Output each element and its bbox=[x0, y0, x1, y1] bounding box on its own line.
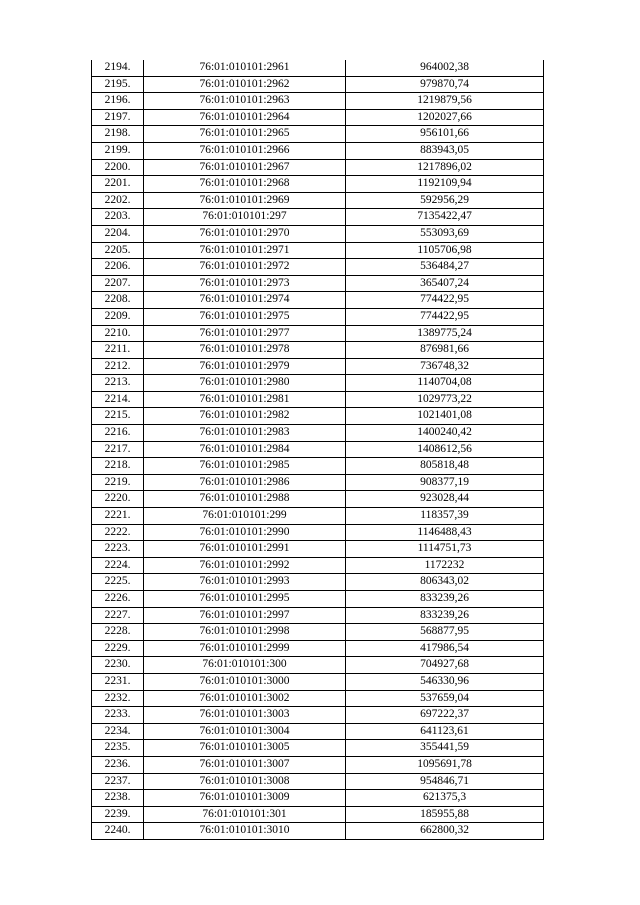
row-number-cell: 2210. bbox=[92, 325, 144, 342]
cadastral-number-cell: 76:01:010101:300 bbox=[144, 657, 346, 674]
table-row bbox=[92, 790, 544, 807]
table-row bbox=[92, 756, 544, 773]
row-number-cell: 2229. bbox=[92, 640, 144, 657]
document-page bbox=[91, 60, 543, 840]
table-row bbox=[92, 591, 544, 608]
table-row bbox=[92, 109, 544, 126]
cadastral-number-cell: 76:01:010101:2991 bbox=[144, 541, 346, 558]
cadastral-number-cell: 76:01:010101:2973 bbox=[144, 275, 346, 292]
cadastral-value-cell: 833239,26 bbox=[346, 607, 544, 624]
cadastral-number-cell: 76:01:010101:2978 bbox=[144, 342, 346, 359]
row-number-cell: 2223. bbox=[92, 541, 144, 558]
cadastral-number-cell: 76:01:010101:2986 bbox=[144, 474, 346, 491]
cadastral-value-cell: 1105706,98 bbox=[346, 242, 544, 259]
table-row bbox=[92, 176, 544, 193]
cadastral-value-cell: 1217896,02 bbox=[346, 159, 544, 176]
row-number-cell: 2194. bbox=[92, 60, 144, 76]
table-row bbox=[92, 308, 544, 325]
row-number-cell: 2228. bbox=[92, 624, 144, 641]
table-row bbox=[92, 358, 544, 375]
cadastral-value-cell: 1140704,08 bbox=[346, 375, 544, 392]
row-number-cell: 2230. bbox=[92, 657, 144, 674]
table-row bbox=[92, 292, 544, 309]
cadastral-value-cell: 805818,48 bbox=[346, 458, 544, 475]
table-row bbox=[92, 441, 544, 458]
table-row bbox=[92, 624, 544, 641]
row-number-cell: 2211. bbox=[92, 342, 144, 359]
row-number-cell: 2195. bbox=[92, 76, 144, 93]
row-number-cell: 2216. bbox=[92, 425, 144, 442]
cadastral-number-cell: 76:01:010101:2961 bbox=[144, 60, 346, 76]
cadastral-value-cell: 1219879,56 bbox=[346, 93, 544, 110]
table-row bbox=[92, 192, 544, 209]
cadastral-value-cell: 736748,32 bbox=[346, 358, 544, 375]
row-number-cell: 2215. bbox=[92, 408, 144, 425]
cadastral-number-cell: 76:01:010101:2995 bbox=[144, 591, 346, 608]
table-row bbox=[92, 740, 544, 757]
cadastral-number-cell: 76:01:010101:3005 bbox=[144, 740, 346, 757]
row-number-cell: 2231. bbox=[92, 673, 144, 690]
cadastral-value-cell: 954846,71 bbox=[346, 773, 544, 790]
row-number-cell: 2202. bbox=[92, 192, 144, 209]
cadastral-value-cell: 1202027,66 bbox=[346, 109, 544, 126]
row-number-cell: 2233. bbox=[92, 707, 144, 724]
cadastral-value-cell: 923028,44 bbox=[346, 491, 544, 508]
cadastral-value-cell: 1389775,24 bbox=[346, 325, 544, 342]
table-row bbox=[92, 342, 544, 359]
row-number-cell: 2203. bbox=[92, 209, 144, 226]
cadastral-value-cell: 697222,37 bbox=[346, 707, 544, 724]
cadastral-number-cell: 76:01:010101:3004 bbox=[144, 723, 346, 740]
cadastral-number-cell: 76:01:010101:2968 bbox=[144, 176, 346, 193]
table-row bbox=[92, 574, 544, 591]
table-row bbox=[92, 640, 544, 657]
row-number-cell: 2238. bbox=[92, 790, 144, 807]
cadastral-number-cell: 76:01:010101:2963 bbox=[144, 93, 346, 110]
cadastral-number-cell: 76:01:010101:3000 bbox=[144, 673, 346, 690]
table-row bbox=[92, 673, 544, 690]
cadastral-number-cell: 76:01:010101:2972 bbox=[144, 259, 346, 276]
table-row bbox=[92, 325, 544, 342]
table-row bbox=[92, 607, 544, 624]
cadastral-number-cell: 76:01:010101:2992 bbox=[144, 557, 346, 574]
table-row bbox=[92, 142, 544, 159]
cadastral-value-cell: 704927,68 bbox=[346, 657, 544, 674]
cadastral-value-cell: 1095691,78 bbox=[346, 756, 544, 773]
cadastral-value-cell: 641123,61 bbox=[346, 723, 544, 740]
row-number-cell: 2236. bbox=[92, 756, 144, 773]
cadastral-number-cell: 76:01:010101:2970 bbox=[144, 225, 346, 242]
row-number-cell: 2212. bbox=[92, 358, 144, 375]
cadastral-number-cell: 76:01:010101:2982 bbox=[144, 408, 346, 425]
cadastral-number-cell: 76:01:010101:2974 bbox=[144, 292, 346, 309]
table-body bbox=[92, 60, 544, 839]
cadastral-value-table bbox=[91, 60, 544, 840]
table-row bbox=[92, 524, 544, 541]
cadastral-number-cell: 76:01:010101:3009 bbox=[144, 790, 346, 807]
table-row bbox=[92, 242, 544, 259]
cadastral-number-cell: 76:01:010101:3002 bbox=[144, 690, 346, 707]
cadastral-value-cell: 774422,95 bbox=[346, 308, 544, 325]
row-number-cell: 2196. bbox=[92, 93, 144, 110]
cadastral-value-cell: 417986,54 bbox=[346, 640, 544, 657]
cadastral-value-cell: 355441,59 bbox=[346, 740, 544, 757]
row-number-cell: 2222. bbox=[92, 524, 144, 541]
cadastral-number-cell: 76:01:010101:2962 bbox=[144, 76, 346, 93]
cadastral-value-cell: 553093,69 bbox=[346, 225, 544, 242]
cadastral-value-cell: 1029773,22 bbox=[346, 391, 544, 408]
table-row bbox=[92, 126, 544, 143]
table-row bbox=[92, 209, 544, 226]
cadastral-value-cell: 537659,04 bbox=[346, 690, 544, 707]
cadastral-value-cell: 964002,38 bbox=[346, 60, 544, 76]
cadastral-number-cell: 76:01:010101:2998 bbox=[144, 624, 346, 641]
row-number-cell: 2239. bbox=[92, 806, 144, 823]
table-row bbox=[92, 275, 544, 292]
cadastral-number-cell: 76:01:010101:3007 bbox=[144, 756, 346, 773]
cadastral-value-cell: 365407,24 bbox=[346, 275, 544, 292]
cadastral-number-cell: 76:01:010101:2971 bbox=[144, 242, 346, 259]
cadastral-number-cell: 76:01:010101:297 bbox=[144, 209, 346, 226]
row-number-cell: 2204. bbox=[92, 225, 144, 242]
row-number-cell: 2199. bbox=[92, 142, 144, 159]
cadastral-value-cell: 592956,29 bbox=[346, 192, 544, 209]
row-number-cell: 2208. bbox=[92, 292, 144, 309]
table-row bbox=[92, 823, 544, 840]
cadastral-number-cell: 76:01:010101:3008 bbox=[144, 773, 346, 790]
cadastral-number-cell: 76:01:010101:2981 bbox=[144, 391, 346, 408]
cadastral-number-cell: 76:01:010101:2990 bbox=[144, 524, 346, 541]
cadastral-value-cell: 806343,02 bbox=[346, 574, 544, 591]
cadastral-number-cell: 76:01:010101:2999 bbox=[144, 640, 346, 657]
cadastral-number-cell: 76:01:010101:3003 bbox=[144, 707, 346, 724]
row-number-cell: 2198. bbox=[92, 126, 144, 143]
cadastral-value-cell: 1114751,73 bbox=[346, 541, 544, 558]
table-row bbox=[92, 76, 544, 93]
row-number-cell: 2213. bbox=[92, 375, 144, 392]
table-row bbox=[92, 425, 544, 442]
cadastral-value-cell: 546330,96 bbox=[346, 673, 544, 690]
table-row bbox=[92, 93, 544, 110]
cadastral-number-cell: 76:01:010101:2983 bbox=[144, 425, 346, 442]
row-number-cell: 2221. bbox=[92, 508, 144, 525]
cadastral-number-cell: 76:01:010101:2964 bbox=[144, 109, 346, 126]
cadastral-number-cell: 76:01:010101:2969 bbox=[144, 192, 346, 209]
cadastral-value-cell: 185955,88 bbox=[346, 806, 544, 823]
row-number-cell: 2227. bbox=[92, 607, 144, 624]
row-number-cell: 2240. bbox=[92, 823, 144, 840]
cadastral-number-cell: 76:01:010101:2988 bbox=[144, 491, 346, 508]
cadastral-number-cell: 76:01:010101:3010 bbox=[144, 823, 346, 840]
table-row bbox=[92, 707, 544, 724]
table-row bbox=[92, 408, 544, 425]
cadastral-value-cell: 833239,26 bbox=[346, 591, 544, 608]
table-row bbox=[92, 159, 544, 176]
table-row bbox=[92, 541, 544, 558]
row-number-cell: 2235. bbox=[92, 740, 144, 757]
cadastral-number-cell: 76:01:010101:299 bbox=[144, 508, 346, 525]
cadastral-value-cell: 1146488,43 bbox=[346, 524, 544, 541]
row-number-cell: 2205. bbox=[92, 242, 144, 259]
cadastral-value-cell: 908377,19 bbox=[346, 474, 544, 491]
cadastral-value-cell: 1021401,08 bbox=[346, 408, 544, 425]
cadastral-number-cell: 76:01:010101:2985 bbox=[144, 458, 346, 475]
cadastral-value-cell: 118357,39 bbox=[346, 508, 544, 525]
row-number-cell: 2214. bbox=[92, 391, 144, 408]
cadastral-value-cell: 1400240,42 bbox=[346, 425, 544, 442]
row-number-cell: 2219. bbox=[92, 474, 144, 491]
cadastral-value-cell: 1172232 bbox=[346, 557, 544, 574]
table-row bbox=[92, 557, 544, 574]
row-number-cell: 2197. bbox=[92, 109, 144, 126]
table-row bbox=[92, 806, 544, 823]
cadastral-value-cell: 876981,66 bbox=[346, 342, 544, 359]
table-row bbox=[92, 60, 544, 76]
cadastral-value-cell: 883943,05 bbox=[346, 142, 544, 159]
cadastral-value-cell: 568877,95 bbox=[346, 624, 544, 641]
cadastral-value-cell: 7135422,47 bbox=[346, 209, 544, 226]
cadastral-value-cell: 956101,66 bbox=[346, 126, 544, 143]
cadastral-value-cell: 662800,32 bbox=[346, 823, 544, 840]
table-row bbox=[92, 690, 544, 707]
row-number-cell: 2206. bbox=[92, 259, 144, 276]
cadastral-value-cell: 1408612,56 bbox=[346, 441, 544, 458]
row-number-cell: 2201. bbox=[92, 176, 144, 193]
row-number-cell: 2220. bbox=[92, 491, 144, 508]
row-number-cell: 2237. bbox=[92, 773, 144, 790]
table-row bbox=[92, 225, 544, 242]
row-number-cell: 2217. bbox=[92, 441, 144, 458]
cadastral-value-cell: 774422,95 bbox=[346, 292, 544, 309]
row-number-cell: 2226. bbox=[92, 591, 144, 608]
cadastral-number-cell: 76:01:010101:2997 bbox=[144, 607, 346, 624]
row-number-cell: 2209. bbox=[92, 308, 144, 325]
table-row bbox=[92, 375, 544, 392]
row-number-cell: 2234. bbox=[92, 723, 144, 740]
table-row bbox=[92, 773, 544, 790]
table-row bbox=[92, 508, 544, 525]
cadastral-number-cell: 76:01:010101:2966 bbox=[144, 142, 346, 159]
table-row bbox=[92, 723, 544, 740]
cadastral-value-cell: 1192109,94 bbox=[346, 176, 544, 193]
cadastral-number-cell: 76:01:010101:2965 bbox=[144, 126, 346, 143]
table-row bbox=[92, 474, 544, 491]
table-row bbox=[92, 491, 544, 508]
cadastral-value-cell: 979870,74 bbox=[346, 76, 544, 93]
table-row bbox=[92, 657, 544, 674]
cadastral-number-cell: 76:01:010101:2975 bbox=[144, 308, 346, 325]
cadastral-number-cell: 76:01:010101:2980 bbox=[144, 375, 346, 392]
table-row bbox=[92, 458, 544, 475]
cadastral-number-cell: 76:01:010101:2984 bbox=[144, 441, 346, 458]
row-number-cell: 2232. bbox=[92, 690, 144, 707]
row-number-cell: 2207. bbox=[92, 275, 144, 292]
cadastral-number-cell: 76:01:010101:2979 bbox=[144, 358, 346, 375]
row-number-cell: 2225. bbox=[92, 574, 144, 591]
row-number-cell: 2218. bbox=[92, 458, 144, 475]
cadastral-value-cell: 621375,3 bbox=[346, 790, 544, 807]
row-number-cell: 2224. bbox=[92, 557, 144, 574]
cadastral-number-cell: 76:01:010101:301 bbox=[144, 806, 346, 823]
cadastral-number-cell: 76:01:010101:2967 bbox=[144, 159, 346, 176]
cadastral-number-cell: 76:01:010101:2977 bbox=[144, 325, 346, 342]
cadastral-number-cell: 76:01:010101:2993 bbox=[144, 574, 346, 591]
table-row bbox=[92, 259, 544, 276]
row-number-cell: 2200. bbox=[92, 159, 144, 176]
table-row bbox=[92, 391, 544, 408]
cadastral-value-cell: 536484,27 bbox=[346, 259, 544, 276]
